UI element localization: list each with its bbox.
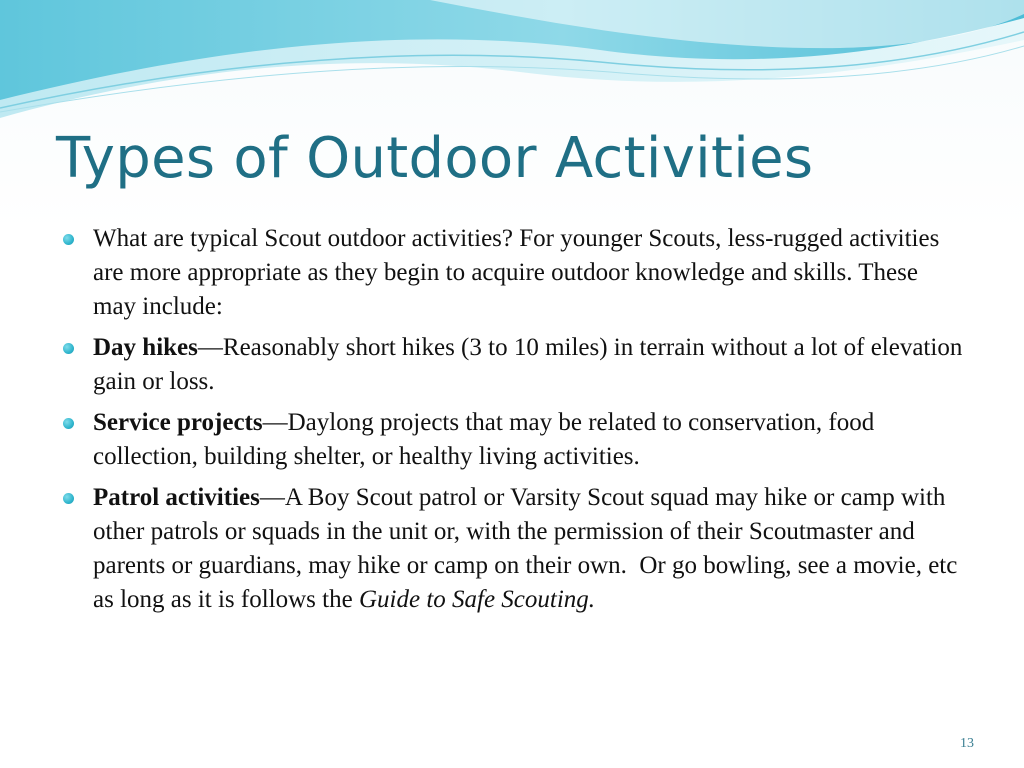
bullet-term: Day hikes <box>93 334 198 361</box>
bullet-item-service-projects <box>60 406 965 474</box>
bullet-text: What are typical Scout outdoor activities? For younger Scouts, less-rugged activities are more appropriate as they begin to acquire outdoor knowledge and skills. These may include: <box>93 225 940 320</box>
bullet-emphasis: Guide to Safe Scouting <box>358 586 589 613</box>
bullet-item-intro <box>60 222 965 324</box>
bullet-term: Patrol activities <box>93 484 260 511</box>
bullet-item-patrol-activities <box>60 481 965 617</box>
bullet-text: —Daylong projects that may be related to conservation, food collection, building shelter, or healthy living activities. <box>93 409 875 470</box>
bullet-item-day-hikes <box>60 331 965 399</box>
page-number: 13 <box>960 736 974 751</box>
bullet-dot-icon <box>63 418 74 429</box>
bullet-text: —A Boy Scout patrol or Varsity Scout squad may hike or camp with other patrols or squads in the unit or, with the permission of their Scoutmaster and parents or guardians, may hike or camp on their own. Or go bowling, see a movie, etc as long as it is follows the <box>93 484 964 613</box>
bullet-dot-icon <box>63 343 74 354</box>
bullet-term: Service projects <box>93 409 263 436</box>
bullet-dot-icon <box>63 493 74 504</box>
bullet-dot-icon <box>63 234 74 245</box>
bullet-text: —Reasonably short hikes (3 to 10 miles) in terrain without a lot of elevation gain or loss. <box>93 334 963 395</box>
bullet-list <box>60 222 965 624</box>
wave-header-decoration <box>0 0 1024 130</box>
bullet-tail: . <box>588 586 596 613</box>
slide-title: Types of Outdoor Activities <box>56 126 814 191</box>
